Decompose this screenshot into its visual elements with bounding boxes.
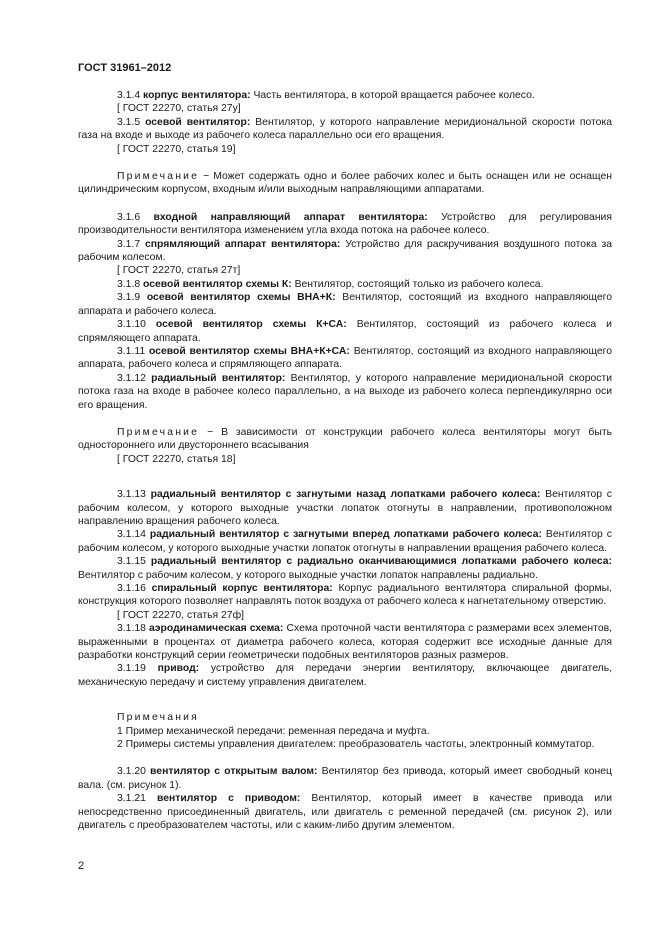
term-title: радиальный вентилятор с радиально оканчивающимися лопатками рабочего колеса:: [150, 556, 613, 568]
document-header: ГОСТ 31961–2012: [78, 62, 172, 74]
term-number: 3.1.13: [117, 489, 146, 501]
note-label: Примечание: [117, 426, 200, 438]
term-number: 3.1.16: [117, 583, 146, 594]
term-definition: Вентилятор с рабочим колесом, у которого выходные участки лопаток отогнуты в направлении, противоположном направлению вращения рабочего колеса.: [78, 489, 613, 527]
reference: [ ГОСТ 22270, статья 19]: [117, 143, 236, 155]
term-title: радиальный вентилятор:: [151, 372, 286, 384]
term-title: радиальный вентилятор с загнутыми назад лопатками рабочего колеса:: [150, 489, 541, 501]
term-entry-3-1-8: [78, 278, 612, 291]
term-definition: устройство для передачи энергии вентилятору, включающее двигатель, механическую передачу и систему управления двигателем.: [78, 663, 613, 688]
term-entry-3-1-20: [78, 765, 612, 792]
term-definition: Часть вентилятора, в которой вращается рабочее колесо.: [253, 90, 535, 101]
term-entry-3-1-15: [78, 555, 612, 582]
term-entry-3-1-14: [78, 528, 612, 555]
term-definition: Вентилятор, состоящий из рабочего колеса и спрямляющего аппарата.: [78, 319, 612, 344]
term-definition: Схема проточной части вентилятора с размерами всех элементов, выраженными в процентах от диаметра рабочего колеса, которая содержит все исходные данные для разработки конструкций серии геометрически подобных вентиляторов разных размеров.: [78, 623, 613, 662]
term-title: спрямляющий аппарат вентилятора:: [144, 238, 341, 250]
term-entry-3-1-11: [78, 345, 612, 372]
term-title: радиальный вентилятор с загнутыми вперед лопатками рабочего колеса:: [149, 529, 542, 541]
term-number: 3.1.4: [117, 90, 141, 101]
note: [78, 426, 612, 453]
term-definition: Вентилятор, состоящий из входного направляющего аппарата и рабочего колеса.: [78, 292, 613, 317]
term-title: корпус вентилятора:: [143, 90, 251, 101]
term-entry-3-1-19: [78, 662, 612, 689]
term-entry-3-1-5: [78, 116, 612, 143]
note-text: − В зависимости от конструкции рабочего колеса вентиляторы могут быть одностороннего или двустороннего всасывания: [78, 426, 612, 452]
term-definition: Вентилятор с рабочим колесом, у которого выходные участки лопаток направлены радиально.: [78, 569, 538, 581]
term-number: 3.1.8: [117, 278, 141, 290]
note-item: 1 Пример механической передачи: ременная передача и муфта.: [117, 725, 430, 737]
term-number: 3.1.14: [117, 529, 146, 541]
term-title: вентилятор с открытым валом:: [150, 766, 318, 778]
term-number: 3.1.7: [117, 238, 141, 250]
term-title: привод:: [157, 663, 200, 675]
reference: [ ГОСТ 22270, статья 27т]: [117, 265, 241, 277]
term-entry-3-1-10: [78, 318, 612, 345]
note-item: 2 Примеры системы управления двигателем: преобразователь частоты, электронный коммутатор.: [117, 739, 595, 751]
term-entry-3-1-16: [78, 582, 612, 609]
term-title: осевой вентилятор схемы ВНА+К:: [146, 292, 336, 304]
term-title: осевой вентилятор схемы ВНА+К+СА:: [148, 345, 350, 357]
note: [78, 170, 612, 197]
term-entry-3-1-12: [78, 372, 612, 412]
term-title: осевой вентилятор схемы К:: [143, 278, 292, 290]
term-definition: Вентилятор без привода, который имеет свободный конец вала. (см. рисунок 1).: [78, 766, 612, 791]
document-body: [78, 89, 612, 833]
term-number: 3.1.5: [117, 116, 141, 128]
term-number: 3.1.18: [117, 623, 146, 635]
term-number: 3.1.6: [117, 211, 141, 223]
term-definition: Вентилятор, у которого направление меридиональной скорости потока газа на входе в рабочее колесо параллельно, а на выходе из рабочего колеса перпендикулярно оси его вращения.: [78, 372, 613, 411]
notes-heading: Примечания: [117, 712, 199, 724]
term-definition: Вентилятор, у которого направление меридиональной скорости потока газа на входе и выходе из рабочего колеса параллельно оси его вращения.: [78, 116, 613, 142]
term-definition: Вентилятор, состоящий из входного направляющего аппарата, рабочего колеса и спрямляющего аппарата.: [78, 345, 613, 371]
note-text: − Может содержать одно и более рабочих колес и быть оснащен или не оснащен цилиндрическим корпусом, входным и/или выходным направляющими аппаратами.: [78, 171, 613, 196]
term-title: аэродинамическая схема:: [149, 623, 284, 635]
term-title: осевой вентилятор схемы К+СА:: [155, 319, 347, 331]
term-number: 3.1.12: [117, 372, 146, 384]
term-number: 3.1.15: [117, 556, 146, 568]
term-definition: Вентилятор с рабочим колесом, у которого выходные участки лопаток отогнуты в направлении вращения рабочего колеса.: [78, 529, 612, 554]
term-title: осевой вентилятор:: [145, 116, 251, 128]
term-number: 3.1.10: [117, 319, 146, 331]
term-title: вентилятор с приводом:: [156, 793, 301, 805]
term-entry-3-1-9: [78, 291, 612, 318]
reference: [ ГОСТ 22270, статья 27ф]: [117, 609, 245, 621]
term-definition: Устройство для регулирования производительности вентилятора изменением угла входа потока на рабочее колесо.: [78, 211, 612, 237]
term-number: 3.1.21: [117, 793, 146, 805]
term-entry-3-1-6: [78, 211, 612, 238]
term-definition: Корпус радиального вентилятора спиральной формы, конструкция которого позволяет направлять поток воздуха от рабочего колеса к нагнетательному отверстию.: [78, 583, 613, 608]
term-number: 3.1.20: [117, 766, 146, 778]
term-definition: Вентилятор, который имеет в качестве привода или непосредственно присоединенный двигатель, или двигатель с ременной передачей (см. рисунок 2), или двигатель с преобразователем частоты, или с каким-либо другим элементом.: [78, 793, 612, 832]
term-title: спиральный корпус вентилятора:: [151, 583, 333, 594]
term-number: 3.1.19: [117, 663, 146, 675]
term-title: входной направляющий аппарат вентилятора:: [153, 211, 428, 223]
reference: [ ГОСТ 22270, статья 18]: [117, 453, 236, 465]
term-number: 3.1.11: [117, 345, 146, 357]
page-number: 2: [78, 860, 85, 872]
term-entry-3-1-4: [78, 89, 612, 102]
reference: [ ГОСТ 22270, статья 27у]: [117, 103, 241, 115]
term-entry-3-1-13: [78, 488, 612, 528]
term-number: 3.1.9: [117, 292, 141, 304]
note-label: Примечание: [117, 171, 200, 183]
term-definition: Устройство для раскручивания воздушного потока за рабочим колесом.: [78, 238, 612, 264]
term-entry-3-1-18: [78, 622, 612, 662]
term-entry-3-1-21: [78, 792, 612, 832]
term-definition: Вентилятор, состоящий только из рабочего колеса.: [294, 278, 544, 290]
term-entry-3-1-7: [78, 238, 612, 265]
